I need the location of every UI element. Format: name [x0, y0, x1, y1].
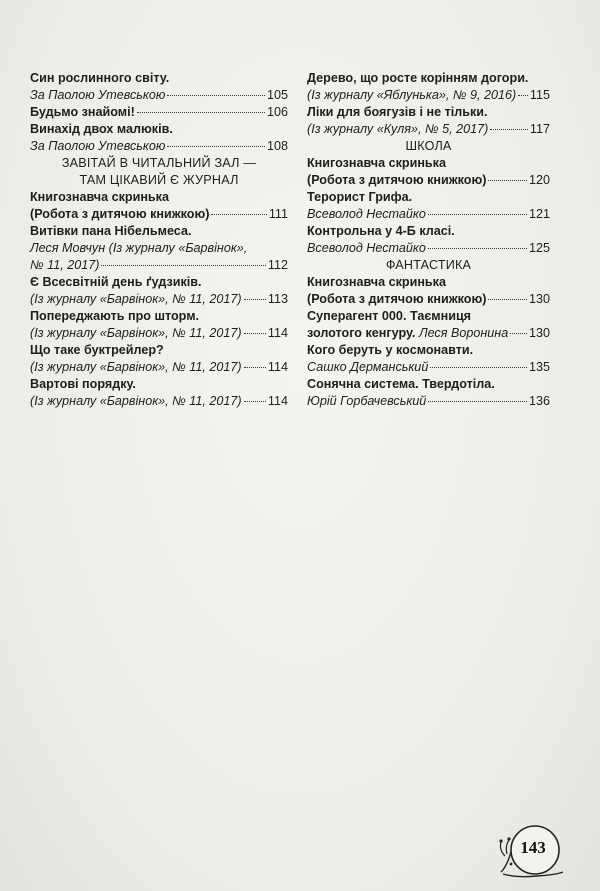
toc-entry: [307, 308, 550, 342]
toc-entry: [307, 223, 550, 257]
entry-title: Винахід двох малюків.: [30, 122, 173, 136]
entry-page: 105: [266, 88, 288, 102]
entry-page: 120: [528, 173, 550, 187]
entry-page: 135: [528, 360, 550, 374]
toc-entry: [307, 376, 550, 410]
entry-page: 112: [267, 258, 288, 272]
entry-subtitle: (Робота з дитячою книжкою): [307, 173, 487, 187]
entry-title: Що таке буктрейлер?: [30, 343, 164, 357]
leader-dots: [428, 248, 527, 249]
entry-page: 136: [528, 394, 550, 408]
leader-dots: [101, 265, 266, 266]
entry-author: Сашко Дерманський: [307, 360, 429, 374]
leader-dots: [488, 180, 527, 181]
leader-dots: [428, 214, 527, 215]
entry-title: Книгознавча скринька: [307, 156, 446, 170]
entry-page: 115: [529, 88, 550, 102]
leader-dots: [244, 299, 266, 300]
entry-title-cont: золотого кенгуру.: [307, 326, 416, 340]
section-heading: ФАНТАСТИКА: [385, 258, 472, 272]
toc-entry: [30, 104, 288, 121]
entry-page: 117: [529, 122, 550, 136]
section-heading: ШКОЛА: [405, 139, 452, 153]
entry-author: Всеволод Нестайко: [307, 207, 426, 221]
toc-left-column: [30, 70, 288, 410]
leader-dots: [490, 129, 528, 130]
toc-entry: [307, 189, 550, 223]
entry-source: (Із журналу «Яблунька», № 9, 2016): [307, 88, 517, 102]
entry-title: Є Всесвітній день ґудзиків.: [30, 275, 202, 289]
entry-source: (Із журналу «Барвінок», № 11, 2017): [30, 394, 242, 408]
entry-title: Сонячна система. Твердотіла.: [307, 377, 495, 391]
entry-title: Контрольна у 4-Б класі.: [307, 224, 455, 238]
entry-title: Попереджають про шторм.: [30, 309, 200, 323]
entry-page: 114: [267, 394, 288, 408]
toc-entry: [307, 70, 550, 104]
entry-title: Дерево, що росте корінням догори.: [307, 71, 529, 85]
entry-page: 125: [528, 241, 550, 255]
leader-dots: [488, 299, 527, 300]
entry-title: Суперагент 000. Таємниця: [307, 309, 472, 323]
entry-title: Будьмо знайомі!: [30, 105, 135, 119]
leader-dots: [167, 146, 265, 147]
entry-title: Терорист Грифа.: [307, 190, 413, 204]
leader-dots: [244, 333, 266, 334]
entry-author: За Паолою Утевською: [30, 88, 166, 102]
entry-source: (Із журналу «Барвінок», № 11, 2017): [30, 326, 242, 340]
section-heading: ЗАВІТАЙ В ЧИТАЛЬНИЙ ЗАЛ — ТАМ ЦІКАВИЙ Є ЖУРНАЛ: [61, 156, 257, 187]
entry-source: (Із журналу «Барвінок», № 11, 2017): [30, 292, 242, 306]
toc-entry: [307, 274, 550, 308]
entry-author: Леся Мовчун (Із журналу «Барвінок»,: [30, 241, 248, 255]
entry-page: 111: [268, 207, 288, 221]
toc-entry: [30, 274, 288, 308]
toc-entry: [30, 308, 288, 342]
entry-author: За Паолою Утевською: [30, 139, 166, 153]
leader-dots: [167, 95, 265, 96]
entry-page: 106: [266, 105, 288, 119]
leader-dots: [510, 333, 527, 334]
entry-page: 130: [528, 326, 550, 340]
leader-dots: [430, 367, 527, 368]
entry-page: 113: [267, 292, 288, 306]
leader-dots: [518, 95, 528, 96]
entry-title: Книгознавча скринька: [30, 190, 169, 204]
entry-page: 114: [267, 326, 288, 340]
entry-page: 114: [267, 360, 288, 374]
leader-dots: [428, 401, 527, 402]
entry-title: Вартові порядку.: [30, 377, 136, 391]
leader-dots: [244, 367, 266, 368]
entry-page: 130: [528, 292, 550, 306]
entry-subtitle: (Робота з дитячою книжкою): [30, 207, 210, 221]
entry-title: Кого беруть у космонавти.: [307, 343, 474, 357]
toc-entry: [30, 121, 288, 155]
entry-source: (Із журналу «Барвінок», № 11, 2017): [30, 360, 242, 374]
leader-dots: [211, 214, 266, 215]
toc-entry: [30, 70, 288, 104]
entry-title: Син рослинного світу.: [30, 71, 170, 85]
toc-entry: [307, 342, 550, 376]
entry-page: 121: [528, 207, 550, 221]
leader-dots: [137, 112, 265, 113]
entry-page: 108: [266, 139, 288, 153]
toc-right-column: [307, 70, 550, 410]
toc-entry: [30, 189, 288, 223]
leader-dots: [244, 401, 266, 402]
entry-title: Книгознавча скринька: [307, 275, 446, 289]
entry-author: Леся Воронина: [418, 326, 509, 340]
entry-title: Витівки пана Нібельмеса.: [30, 224, 192, 238]
entry-subtitle: (Робота з дитячою книжкою): [307, 292, 487, 306]
toc-entry: [30, 376, 288, 410]
page-number: 143: [520, 838, 546, 857]
toc-entry: [30, 342, 288, 376]
entry-title: Ліки для боягузів і не тільки.: [307, 105, 488, 119]
entry-source: № 11, 2017): [30, 258, 100, 272]
entry-source: (Із журналу «Куля», № 5, 2017): [307, 122, 489, 136]
toc-entry: [30, 223, 288, 274]
entry-author: Всеволод Нестайко: [307, 241, 426, 255]
toc-entry: [307, 155, 550, 189]
entry-author: Юрій Горбачевський: [307, 394, 427, 408]
toc-entry: [307, 104, 550, 138]
